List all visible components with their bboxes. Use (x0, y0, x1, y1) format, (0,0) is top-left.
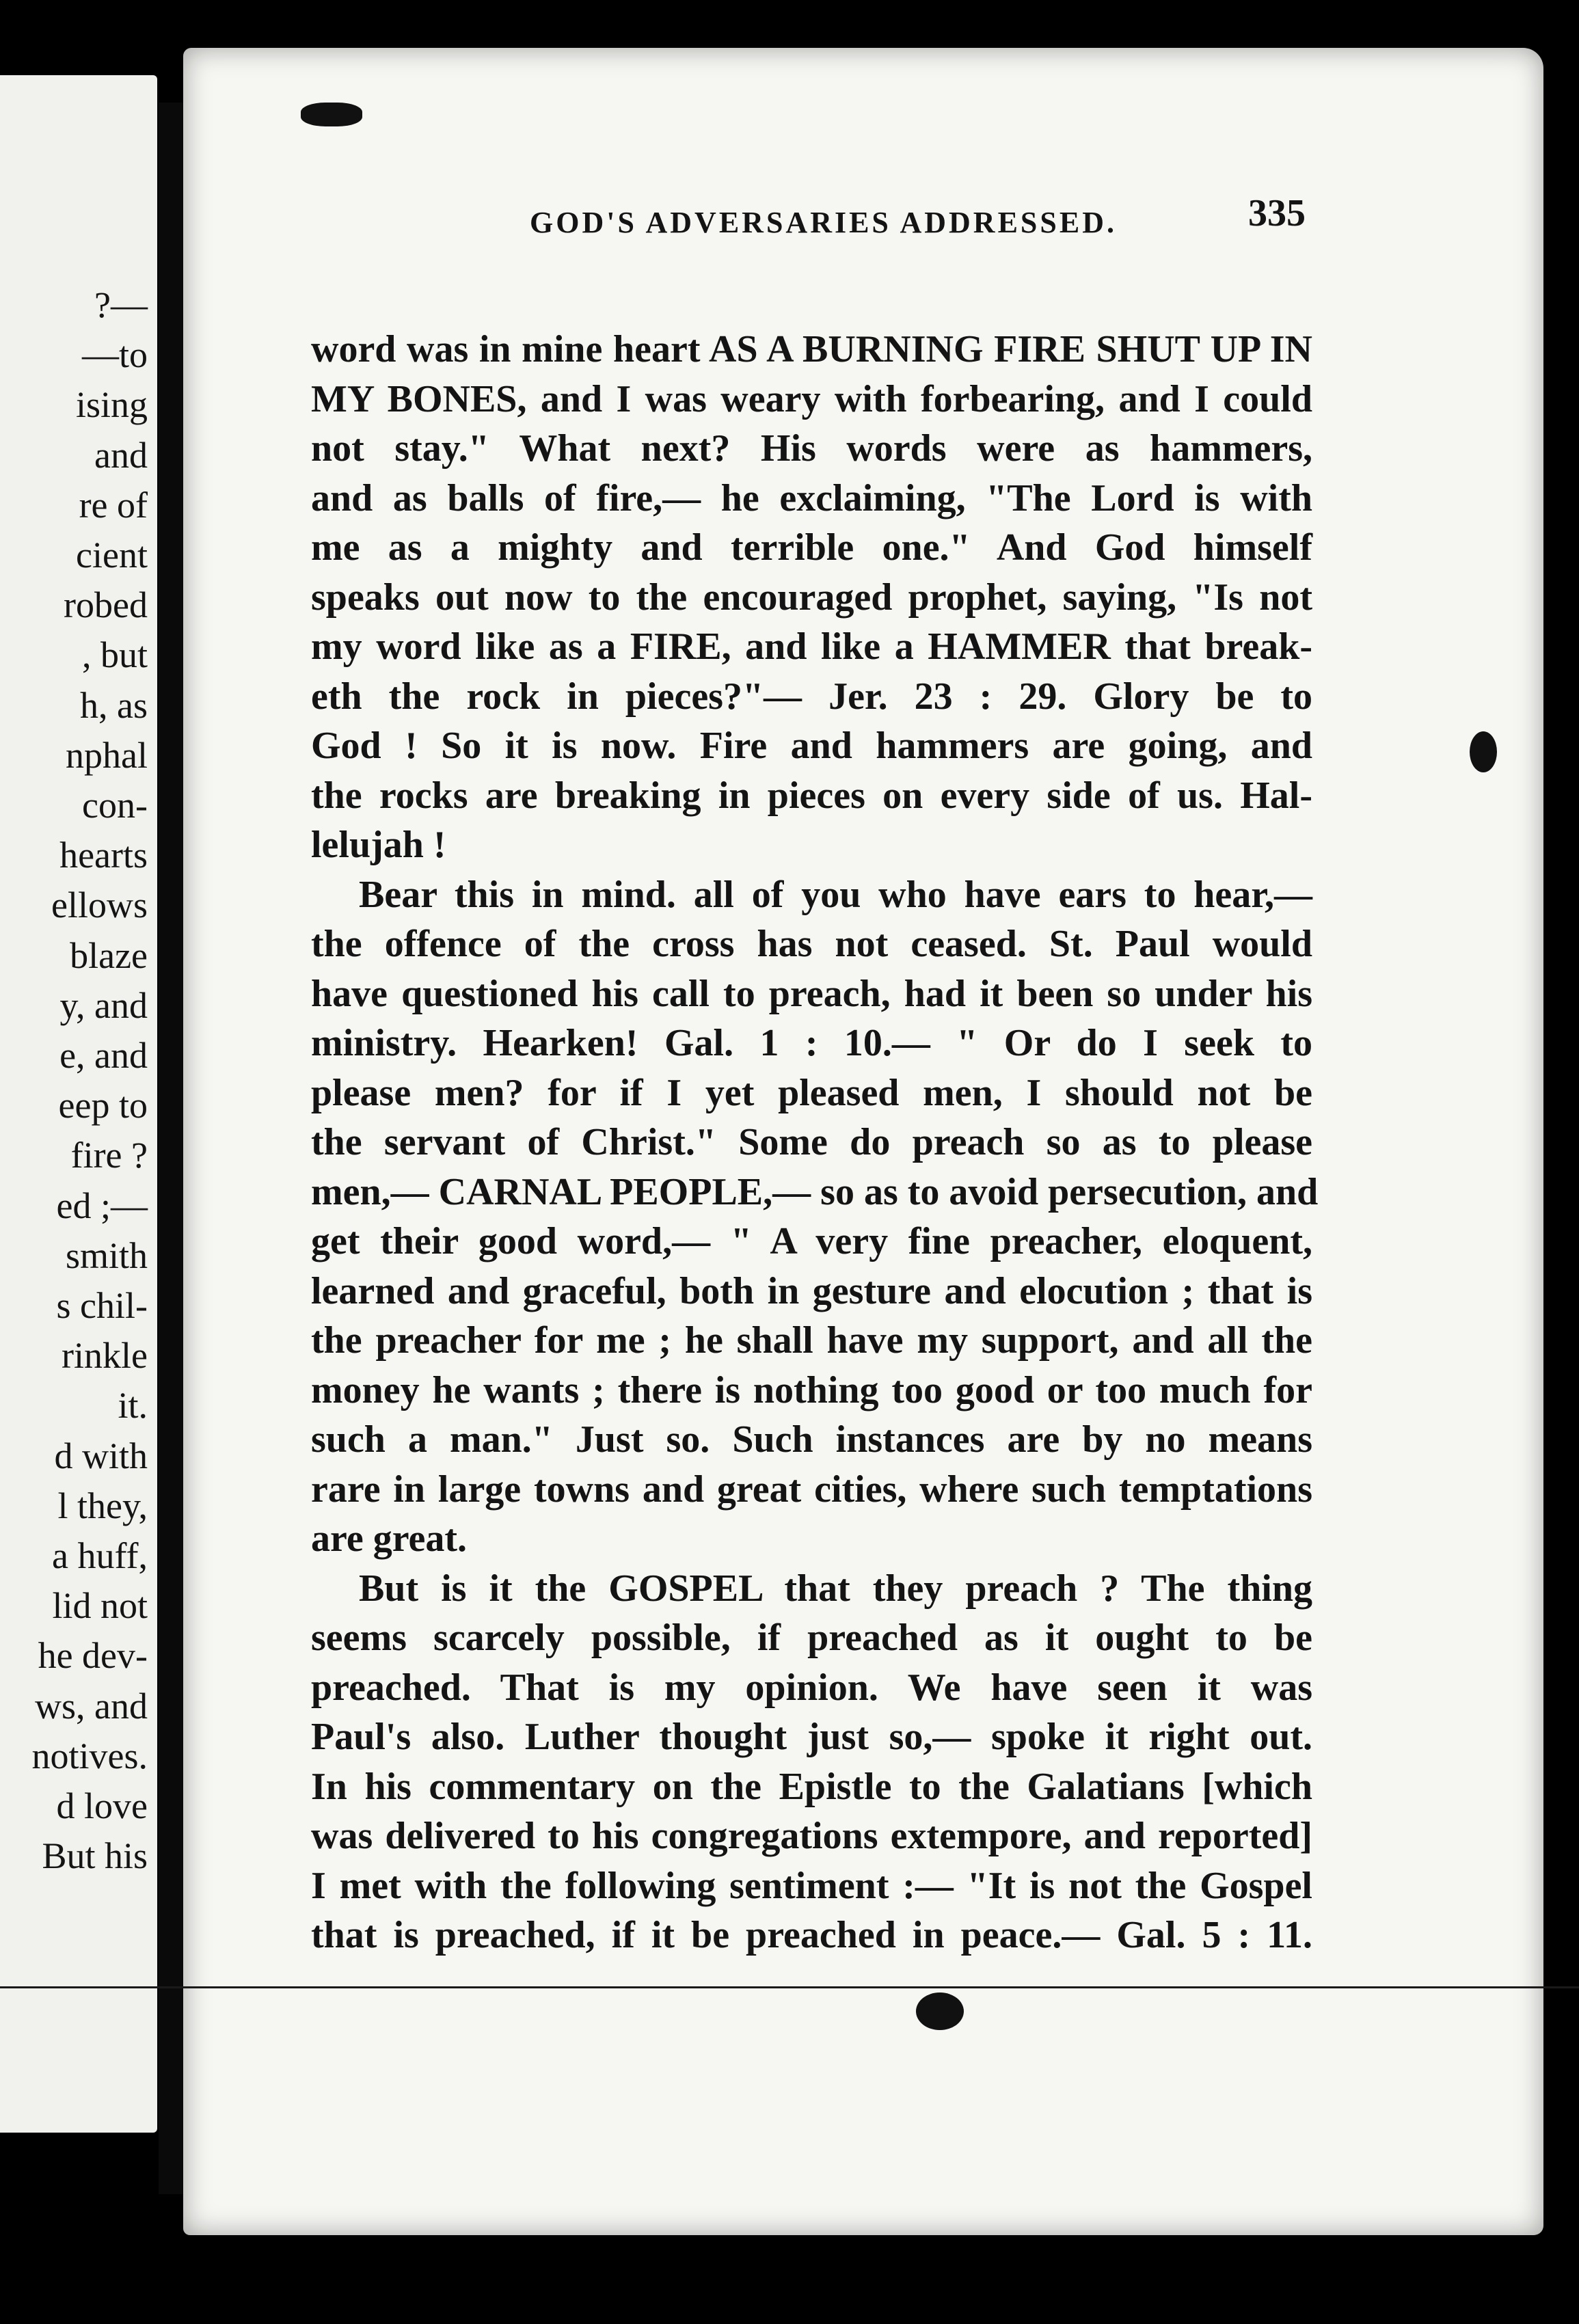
left-page-fragment: lid not (52, 1585, 148, 1627)
body-text (311, 325, 1319, 1960)
text-line: the preacher for me ; he shall have my support, and all the (311, 1319, 1312, 1362)
text-line: the offence of the cross has not ceased. St. Paul would (311, 923, 1312, 965)
text-line: But is it the GOSPEL that they preach ? The thing (359, 1567, 1312, 1610)
text-line: that is preached, if it be preached in peace.— Gal. 5 : 11. (311, 1914, 1312, 1956)
left-page-fragment: , but (81, 634, 148, 676)
ink-blot (1470, 731, 1497, 772)
left-page-fragment: y, and (59, 984, 148, 1026)
left-page-fragment: hearts (59, 835, 148, 876)
left-page-fragment: con- (82, 785, 148, 826)
text-line: money he wants ; there is nothing too good or too much for (311, 1368, 1312, 1411)
left-page-fragment: eep to (58, 1085, 148, 1126)
text-line: In his commentary on the Epistle to the Galatians [which (311, 1765, 1312, 1808)
text-line: rare in large towns and great cities, where such temptations (311, 1468, 1312, 1511)
text-line: was delivered to his congregations extempore, and reported] (311, 1815, 1312, 1857)
left-page-fragment: cient (76, 535, 148, 576)
text-line: men,— CARNAL PEOPLE,— so as to avoid persecution, and (311, 1170, 1319, 1213)
left-page-fragment: l they, (57, 1485, 148, 1526)
left-page-fragment: h, as (80, 684, 148, 726)
text-line: God ! So it is now. Fire and hammers are going, and (311, 725, 1312, 767)
left-page-fragment: d love (56, 1785, 148, 1826)
text-line: such a man." Just so. Such instances are by no means (311, 1418, 1312, 1461)
text-line: and as balls of fire,— he exclaiming, "The Lord is with (311, 476, 1312, 519)
text-line: not stay." What next? His words were as hammers, (311, 427, 1312, 470)
left-page-fragment: nphal (66, 734, 148, 776)
book-gutter (159, 103, 183, 2194)
left-page-fragment: it. (118, 1385, 148, 1427)
left-page-fragment: ed ;— (56, 1185, 148, 1226)
left-page-fragment: e, and (59, 1035, 148, 1076)
page-bottom-rule (0, 1986, 1579, 1988)
text-line: me as a mighty and terrible one." And God himself (311, 526, 1312, 569)
left-page-fragment: he dev- (38, 1635, 148, 1677)
left-page-fragment: robed (64, 584, 148, 626)
text-line: seems scarcely possible, if preached as it ought to be (311, 1617, 1312, 1659)
left-page-fragment: —to (81, 334, 148, 376)
left-page-fragment: s chil- (56, 1285, 148, 1326)
text-line: are great. (311, 1517, 468, 1560)
ink-blot (916, 1992, 964, 2030)
text-line: preached. That is my opinion. We have seen it was (311, 1666, 1312, 1709)
text-line: ministry. Hearken! Gal. 1 : 10.— " Or do I seek to (311, 1022, 1312, 1064)
running-title: GOD'S ADVERSARIES ADDRESSED. (530, 206, 1117, 239)
text-line: learned and graceful, both in gesture and elocution ; that is (311, 1269, 1312, 1312)
left-page-fragment: ws, and (35, 1685, 148, 1727)
ink-blot (301, 103, 362, 126)
left-page-edge (0, 75, 157, 2133)
text-line: my word like as a FIRE, and like a HAMMER that break- (311, 625, 1312, 668)
text-line: word was in mine heart AS A BURNING FIRE SHUT UP IN (311, 328, 1312, 370)
text-line: the servant of Christ." Some do preach so as to please (311, 1121, 1312, 1163)
text-line: MY BONES, and I was weary with forbearing, and I could (311, 377, 1312, 420)
page-header (345, 186, 1371, 247)
text-line: get their good word,— " A very fine preacher, eloquent, (311, 1220, 1312, 1262)
left-page-fragment: ising (75, 384, 148, 426)
left-page-fragment: a huff, (52, 1535, 148, 1576)
left-page-fragment: blaze (70, 934, 148, 976)
text-line: Bear this in mind. all of you who have ears to hear,— (359, 873, 1312, 916)
page-number: 335 (1248, 192, 1306, 234)
text-line: eth the rock in pieces?"— Jer. 23 : 29. Glory be to (311, 675, 1312, 718)
text-line: please men? for if I yet pleased men, I should not be (311, 1071, 1312, 1114)
text-line: speaks out now to the encouraged prophet, saying, "Is not (311, 576, 1312, 619)
text-line: Paul's also. Luther thought just so,— spoke it right out. (311, 1716, 1312, 1758)
left-page-fragment: d with (54, 1435, 148, 1476)
left-page-fragment: rinkle (62, 1335, 148, 1377)
text-line: have questioned his call to preach, had it been so under his (311, 972, 1312, 1015)
left-page-fragment: re of (79, 484, 148, 526)
text-line: lelujah ! (311, 824, 446, 866)
left-page-fragment: ellows (51, 884, 148, 926)
left-page-fragment: fire ? (70, 1135, 148, 1176)
text-line: the rocks are breaking in pieces on every side of us. Hal- (311, 774, 1312, 817)
left-page-fragment: notives. (31, 1735, 148, 1776)
left-page-fragment: But his (42, 1835, 148, 1877)
left-page-fragment: and (94, 434, 148, 476)
text-line: I met with the following sentiment :— "It is not the Gospel (311, 1864, 1312, 1907)
left-page-fragment: ?— (94, 284, 148, 325)
left-page-fragment: smith (65, 1234, 148, 1276)
